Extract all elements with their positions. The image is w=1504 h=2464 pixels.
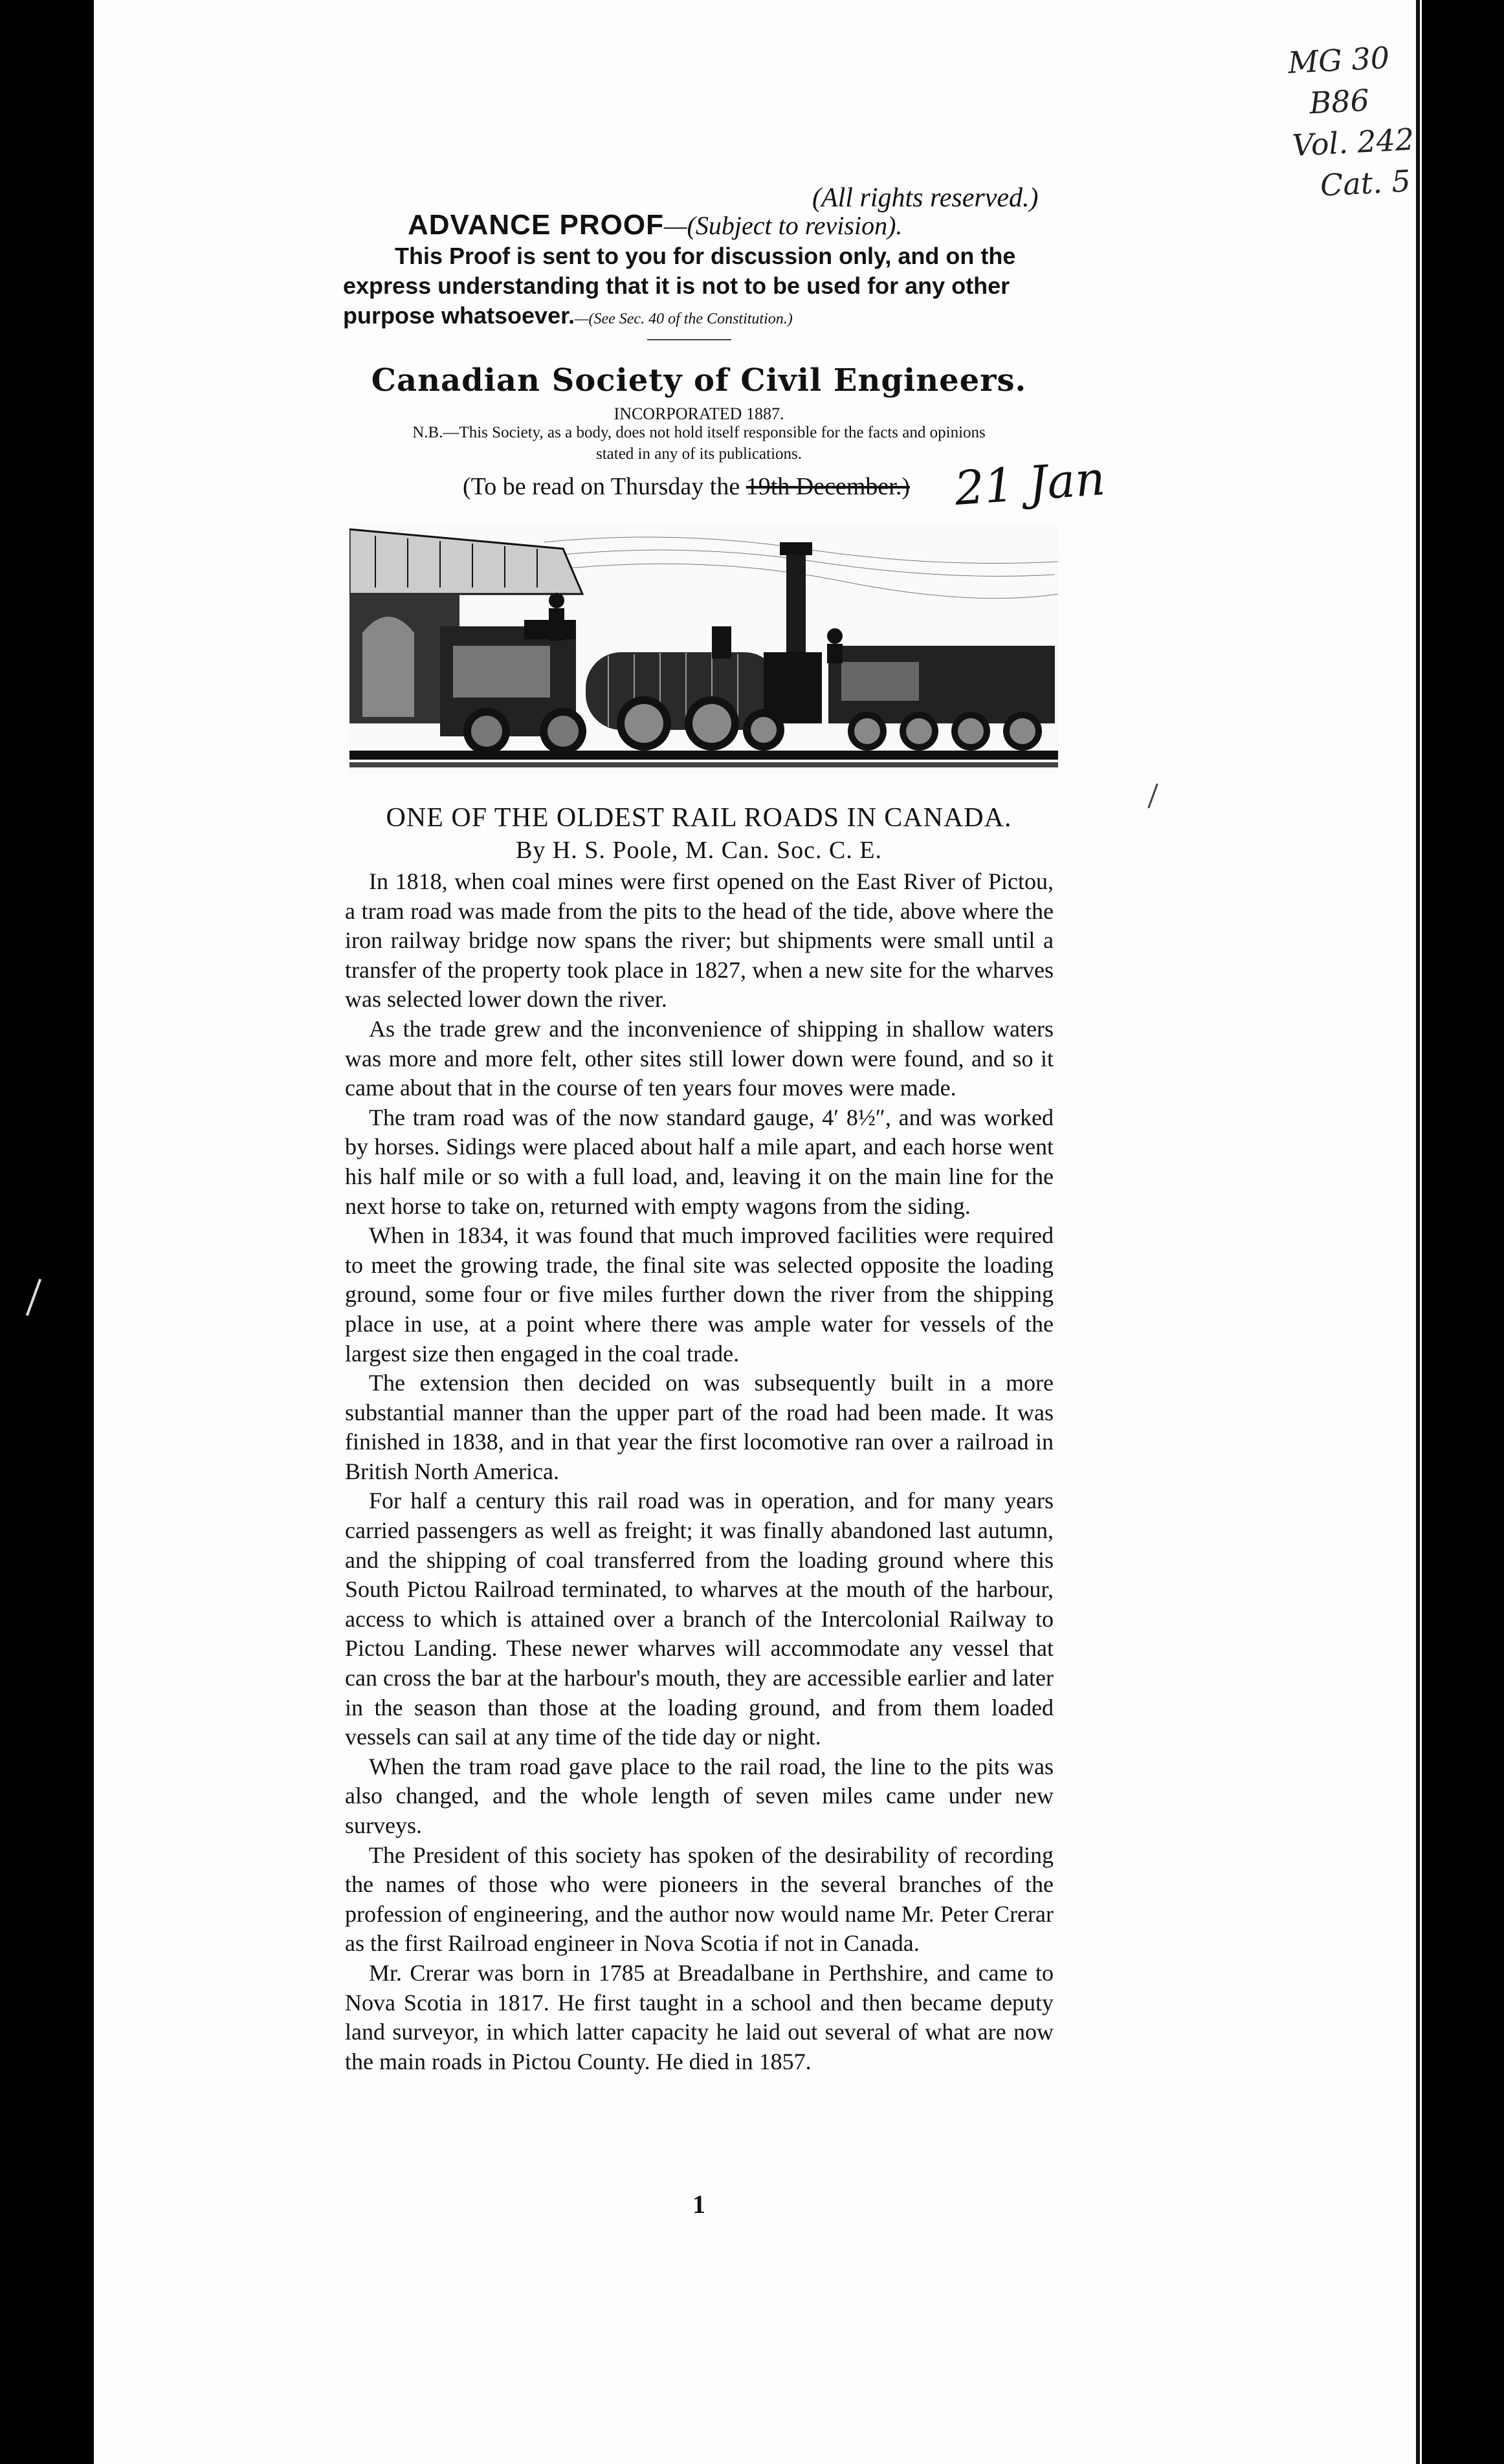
paragraph: The President of this society has spoken of the desirability of recording the names of those who were pioneers in the several branches of the profession of engineering, and the author now would name Mr. Peter Crerar as the first Railroad engineer in Nova Scotia if not in Canada. — [345, 1842, 1054, 1957]
paragraph: For half a century this rail road was in operation, and for many years carried passengers as well as freight; it was finally abandoned last autumn, and the shipping of coal transferred from the loading ground where this South Pictou Railroad terminated, to wharves at the mouth of the harbour, access to which is attained over a branch of the Intercolonial Railway to Pictou Landing. These newer wharves will accommodate any vessel that can cross the bar at the harbour's mouth, they are accessible earlier and later in the season than those at the loading ground, and from them loaded vessels can sail at any time of the tide day or night. — [345, 1488, 1054, 1750]
article-byline: By H. S. Poole, M. Can. Soc. C. E. — [515, 837, 883, 864]
archive-ref-line: Vol. 242 — [1291, 122, 1415, 163]
paragraph: Mr. Crerar was born in 1785 at Breadalbane in Perthshire, and came to Nova Scotia in 1817. He first taught in a school and then became deputy land surveyor, in which latter capacity he laid out several of what are now the main roads in Pictou County. He died in 1857. — [345, 1959, 1054, 2074]
paragraph: When in 1834, it was found that much improved facilities were required to meet the growing trade, the final site was selected opposite the loading ground, some four or five miles further down the river from the shipping place in use, at a point where there was ample water for vessels of the largest size then engaged in the coal trade. — [345, 1222, 1054, 1367]
incorporated-line: INCORPORATED 1887. — [614, 404, 784, 423]
article-title: ONE OF THE OLDEST RAIL ROADS IN CANADA. — [386, 803, 1012, 833]
notice-line: express understanding that it is not to be used for any other — [343, 272, 1010, 299]
page-number: 1 — [692, 2190, 705, 2219]
locomotive-engraving — [349, 523, 1058, 775]
notice-line: purpose whatsoever. — [343, 302, 575, 329]
society-name: Canadian Society of Civil Engineers. — [371, 362, 1027, 399]
notice-line: This Proof is sent to you for discussion only, and on the — [395, 243, 1016, 269]
disclaimer-line: N.B.—This Society, as a body, does not hold itself responsible for the facts and opinions — [412, 424, 986, 441]
handwritten-date: 21 Jan — [953, 450, 1107, 516]
paragraph: As the trade grew and the inconvenience of shipping in shallow waters was more and more felt, other sites still lower down were found, and so it came about that in the course of ten years four moves were made. — [345, 1015, 1054, 1101]
disclaimer-line: stated in any of its publications. — [595, 445, 802, 463]
film-border-left — [89, 0, 94, 2464]
constitution-reference: —(See Sec. 40 of the Constitution.) — [575, 311, 793, 327]
proof-notice — [343, 210, 1061, 334]
paragraph: When the tram road gave place to the rail road, the line to the pits was also changed, and the whole length of seven miles came under new surveys. — [345, 1753, 1054, 1838]
separator-rule — [647, 339, 731, 340]
film-border-right — [1416, 0, 1420, 2464]
article-body — [345, 867, 1054, 2076]
reading-date — [463, 472, 910, 501]
reading-date-prefix: (To be read on Thursday the — [463, 473, 746, 500]
archive-ref-line: MG 30 — [1287, 39, 1391, 81]
paragraph: In 1818, when coal mines were first opened on the East River of Pictou, a tram road was made from the pits to the head of the tide, above where the iron railway bridge now spans the river; but shipments were small until a transfer of the property took place in 1827, when a new site for the wharves was selected lower down the river. — [345, 868, 1054, 1013]
archive-reference — [1287, 36, 1417, 208]
paragraph: The tram road was of the now standard gauge, 4′ 8½″, and was worked by horses. Sidings were placed about half a mile apart, and each horse went his half mile or so with a full load, and, leaving it on the main line for the next horse to take on, returned with empty wagons from the siding. — [345, 1104, 1054, 1219]
rights-reserved: (All rights reserved.) — [812, 183, 1039, 213]
disclaimer-note — [340, 422, 1058, 465]
scan-mark — [26, 1279, 41, 1316]
paragraph: The extension then decided on was subsequently built in a more substantial manner than the upper part of the road had been made. It was finished in 1838, and in that year the first locomotive ran over a railroad in British North America. — [345, 1370, 1054, 1484]
subject-to-revision: —(Subject to revision). — [663, 211, 903, 240]
archive-ref-line: Cat. 5 — [1319, 163, 1411, 203]
archive-ref-line: B86 — [1309, 82, 1371, 121]
advance-proof-heading: ADVANCE PROOF — [408, 209, 664, 241]
struck-date: 19th December.) — [746, 473, 910, 500]
